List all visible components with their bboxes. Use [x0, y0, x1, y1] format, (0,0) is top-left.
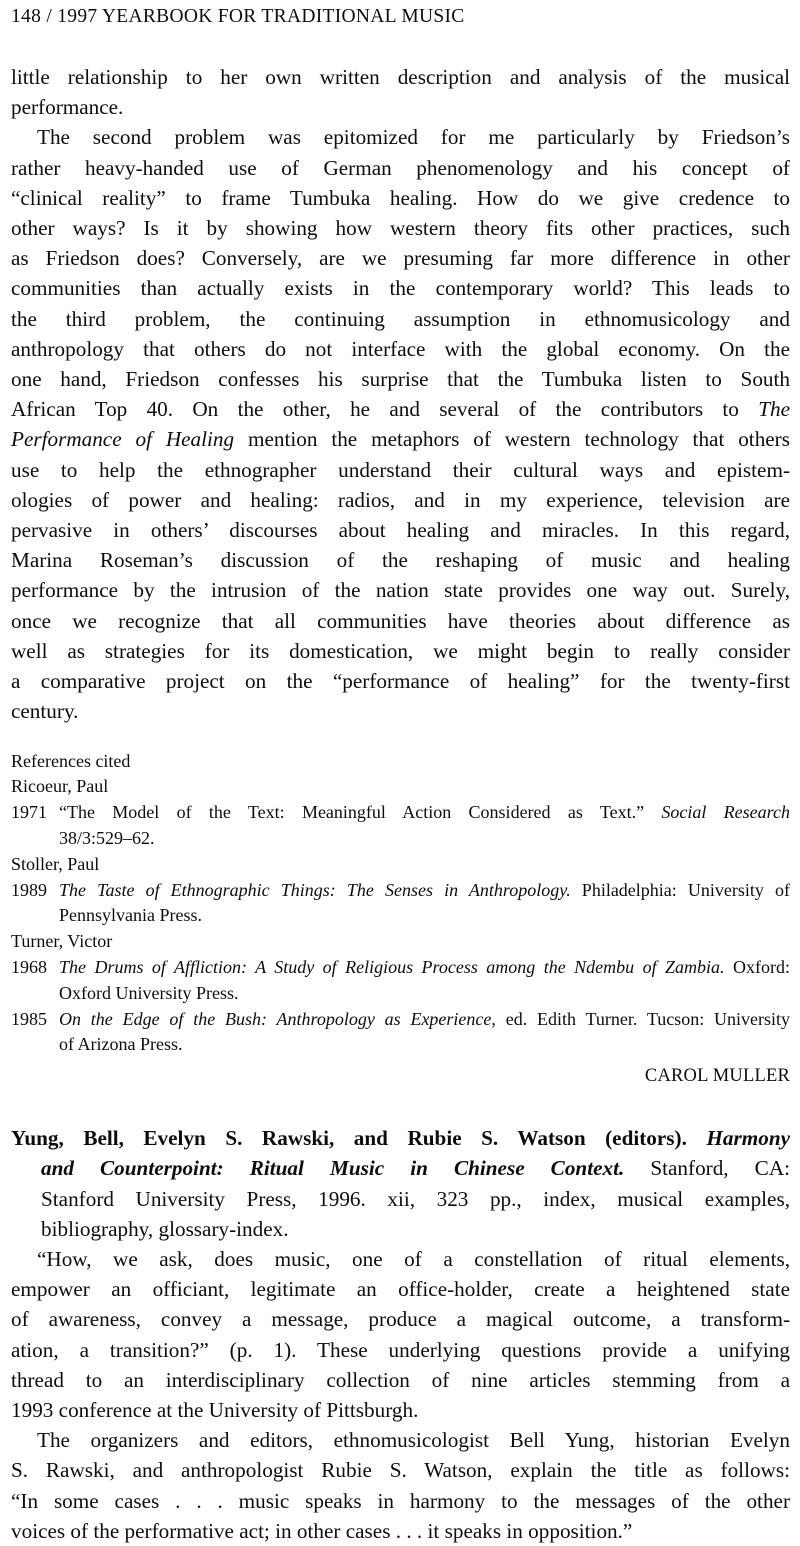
book-title-part: Harmony — [706, 1126, 791, 1151]
review-one-body — [11, 62, 790, 1089]
reference-line: 38/3:529–62. — [59, 828, 155, 849]
book-title-part: and Counterpoint: Ritual Music in Chinese Context. — [41, 1156, 625, 1181]
reference-author: Stoller, Paul — [11, 853, 100, 874]
review-two — [11, 1123, 790, 1546]
book-publication-part: Stanford University Press, 1996. xii, 323 pp., index, musical examples, — [41, 1186, 790, 1211]
paragraph-opening-quote — [11, 1244, 790, 1425]
text-column — [11, 62, 790, 1546]
reference-year: 1985 — [11, 1008, 47, 1029]
line-text: “The Model of the Text: Meaningful Action Considered as Text.” — [59, 802, 662, 823]
text-line: thread to an interdisciplinary collection of nine articles stemming from a — [11, 1367, 790, 1392]
text-line — [41, 1153, 790, 1183]
paragraph-organizers — [11, 1425, 790, 1546]
reference-line — [59, 878, 790, 904]
text-line: pervasive in others’ discourses about healing and miracles. In this regard, — [11, 518, 790, 543]
text-line-italic-tail — [11, 394, 790, 424]
reference-line — [59, 1007, 790, 1033]
reference-line: Pennsylvania Press. — [59, 905, 202, 926]
line-text: Philadelphia: University of — [570, 879, 790, 900]
italic-journal-name: Social Research — [661, 802, 790, 823]
reference-year: 1989 — [11, 879, 47, 900]
text-line: performance. — [11, 95, 124, 120]
references-heading: References cited — [11, 751, 131, 772]
reference-year: 1968 — [11, 957, 47, 978]
paragraph-second-problem — [11, 122, 790, 726]
italic-book-title: On the Edge of the Bush: Anthropology as Experience, — [59, 1008, 496, 1029]
text-line: as Friedson does? Conversely, are we presuming far more difference in other — [11, 246, 790, 271]
reference-line — [59, 800, 790, 826]
text-line: little relationship to her own written description and analysis of the musical — [11, 65, 790, 89]
text-line: rather heavy-handed use of German phenomenology and his concept of — [11, 155, 790, 180]
text-line: ation, a transition?” (p. 1). These underlying questions provide a unifying — [11, 1337, 790, 1362]
italic-book-title: The Drums of Affliction: A Study of Religious Process among the Ndembu of Zambia. — [59, 957, 725, 978]
reference-entry — [11, 878, 790, 930]
italic-book-title: The Taste of Ethnographic Things: The Senses in Anthropology. — [59, 879, 571, 900]
book-publication-part: bibliography, glossary-index. — [41, 1216, 289, 1241]
reference-entry — [11, 955, 790, 1007]
italic-book-title-part: The — [758, 397, 790, 422]
text-line: other ways? Is it by showing how western theory fits other practices, such — [11, 216, 790, 241]
text-line — [41, 1184, 790, 1214]
text-line: performance by the intrusion of the nation state provides one way out. Surely, — [11, 578, 790, 603]
text-line: a comparative project on the “performance of healing” for the twenty-first — [11, 669, 790, 694]
book-publication-part: Stanford, CA: — [650, 1156, 791, 1181]
text-line: of awareness, convey a message, produce a magical outcome, a transform- — [11, 1307, 790, 1332]
paragraph-continuation — [11, 62, 790, 122]
text-line: the third problem, the continuing assumption in ethnomusicology and — [11, 306, 790, 331]
text-line: ologies of power and healing: radios, and in my experience, television are — [11, 487, 790, 512]
reference-author: Ricoeur, Paul — [11, 776, 109, 797]
text-line: S. Rawski, and anthropologist Rubie S. Watson, explain the title as follows: — [11, 1458, 790, 1483]
line-text: Oxford: — [724, 957, 790, 978]
text-line: “In some cases . . . music speaks in harmony to the messages of the other — [11, 1488, 790, 1513]
text-line — [41, 1214, 790, 1244]
running-head: 148 / 1997 YEARBOOK FOR TRADITIONAL MUSIC — [11, 6, 465, 27]
book-editors-part: Yung, Bell, Evelyn S. Rawski, and Rubie S. Watson (editors). — [11, 1126, 687, 1151]
reference-author: Turner, Victor — [11, 931, 113, 952]
reviewer-name: CAROL MULLER — [644, 1066, 790, 1087]
line-text: mention the metaphors of western technology that others — [234, 427, 790, 452]
reference-line: of Arizona Press. — [59, 1034, 183, 1055]
text-line: “clinical reality” to frame Tumbuka healing. How do we give credence to — [11, 185, 790, 210]
text-line: communities than actually exists in the contemporary world? This leads to — [11, 276, 790, 301]
line-text: ed. Edith Turner. Tucson: University — [495, 1008, 790, 1029]
book-citation-heading — [11, 1123, 790, 1244]
text-line: The second problem was epitomized for me particularly by Friedson’s — [37, 125, 790, 150]
text-line: The organizers and editors, ethnomusicologist Bell Yung, historian Evelyn — [37, 1428, 790, 1453]
text-line: anthropology that others do not interface with the global economy. On the — [11, 336, 790, 361]
line-text: African Top 40. On the other, he and several of the contributors to — [11, 397, 759, 422]
reference-line: Oxford University Press. — [59, 982, 239, 1003]
text-line: empower an officiant, legitimate an office-holder, create a heightened state — [11, 1277, 790, 1302]
reference-line — [59, 955, 790, 981]
text-line: one hand, Friedson confesses his surprise that the Tumbuka listen to South — [11, 367, 790, 392]
text-line: voices of the performative act; in other cases . . . it speaks in opposition.” — [11, 1518, 633, 1543]
text-line: 1993 conference at the University of Pittsburgh. — [11, 1398, 419, 1423]
reference-entry — [11, 800, 790, 852]
text-line: Marina Roseman’s discussion of the reshaping of music and healing — [11, 548, 790, 573]
reference-year: 1971 — [11, 802, 47, 823]
italic-book-title-part: Performance of Healing — [11, 427, 235, 452]
text-line — [11, 1123, 791, 1153]
text-line-italic-lead — [11, 424, 790, 454]
reference-entry — [11, 1007, 790, 1059]
text-line: century. — [11, 699, 79, 724]
text-line: once we recognize that all communities have theories about difference as — [11, 608, 790, 633]
text-line: well as strategies for its domestication, we might begin to really consider — [11, 638, 790, 663]
text-line: use to help the ethnographer understand their cultural ways and epistem- — [11, 457, 790, 482]
text-line: “How, we ask, does music, one of a constellation of ritual elements, — [37, 1247, 790, 1272]
